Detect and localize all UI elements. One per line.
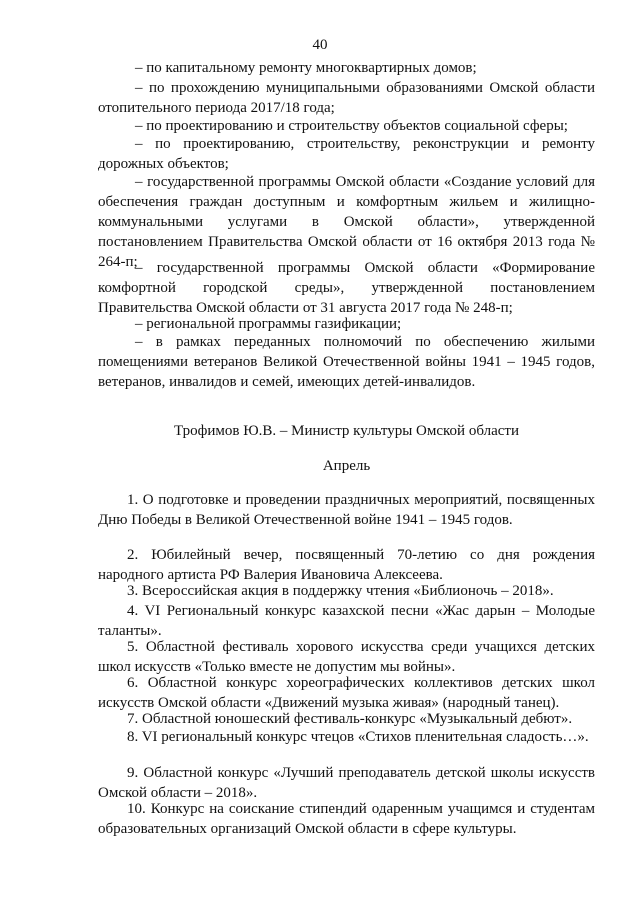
bullet-item: – региональной программы газификации; (135, 316, 402, 332)
list-item: 4. VI Региональный конкурс казахской песни «Жас дарын – Молодые таланты». (98, 603, 595, 639)
page-number: 40 (312, 37, 328, 53)
bullet-item: – государственной программы Омской области «Создание условий для обеспечения граждан доступным и комфортным жильем и жилищно-коммунальными услугами в Омской области», утвержденной постановлением Правительства Омской области от 16 октября 2013 года № 264-п; (98, 174, 595, 270)
list-item: 2. Юбилейный вечер, посвященный 70-летию со дня рождения народного артиста РФ Валерия Ивановича Алексеева. (98, 547, 595, 583)
list-item: 8. VI региональный конкурс чтецов «Стихов пленительная сладость…». (127, 729, 589, 745)
bullet-item: – государственной программы Омской области «Формирование комфортной городской среды», утвержденной постановлением Правительства Омской области от 31 августа 2017 года № 248-п; (98, 260, 595, 316)
list-item: 1. О подготовке и проведении праздничных мероприятий, посвященных Дню Победы в Великой Отечественной войне 1941 – 1945 годов. (98, 492, 595, 528)
section-heading: Трофимов Ю.В. – Министр культуры Омской области (174, 423, 519, 439)
bullet-item: – в рамках переданных полномочий по обеспечению жилыми помещениями ветеранов Великой Отечественной войны 1941 – 1945 годов, ветеранов, инвалидов и семей, имеющих детей-инвалидов. (98, 334, 595, 390)
bullet-item: – по проектированию и строительству объектов социальной сферы; (135, 118, 568, 134)
list-item: 7. Областной юношеский фестиваль-конкурс «Музыкальный дебют». (127, 711, 573, 727)
bullet-item: – по проектированию, строительству, реконструкции и ремонту дорожных объектов; (98, 136, 595, 172)
bullet-item: – по капитальному ремонту многоквартирных домов; (135, 60, 477, 76)
month-heading: Апрель (322, 458, 371, 474)
bullet-item: – по прохождению муниципальными образованиями Омской области отопительного периода 2017/18 года; (98, 80, 595, 116)
list-item: 5. Областной фестиваль хорового искусства среди учащихся детских школ искусств «Только вместе не допустим мы войны». (98, 639, 595, 675)
list-item: 10. Конкурс на соискание стипендий одаренным учащимся и студентам образовательных организаций Омской области в сфере культуры. (98, 801, 595, 837)
list-item: 9. Областной конкурс «Лучший преподаватель детской школы искусств Омской области – 2018». (98, 765, 595, 801)
list-item: 3. Всероссийская акция в поддержку чтения «Библионочь – 2018». (127, 583, 554, 599)
list-item: 6. Областной конкурс хореографических коллективов детских школ искусств Омской области «Движений музыка живая» (народный танец). (98, 675, 595, 711)
